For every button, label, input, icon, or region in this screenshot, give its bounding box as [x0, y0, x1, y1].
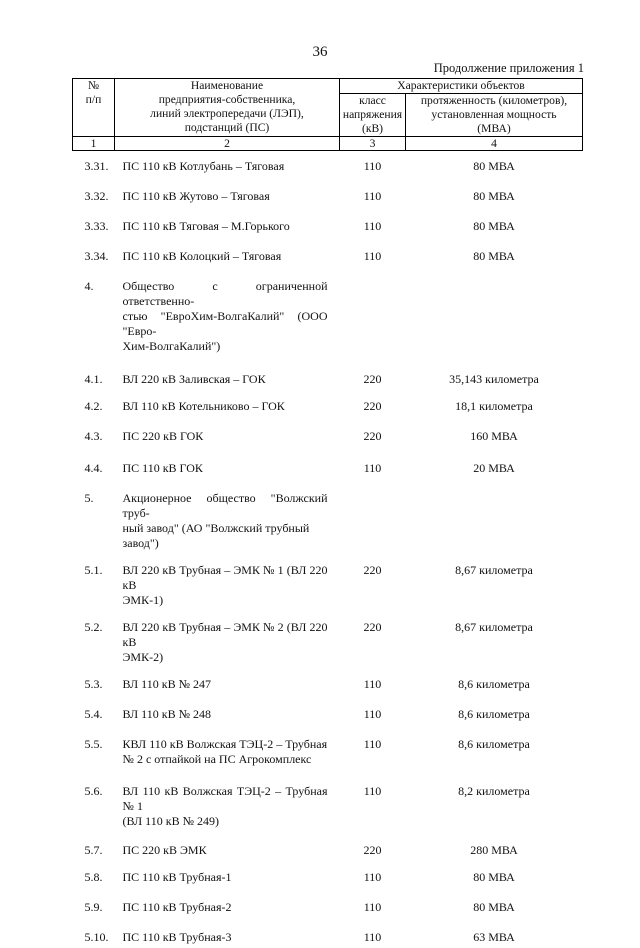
length-or-power — [406, 477, 583, 551]
row-number: 5.5. — [84, 736, 103, 751]
length-or-power: 80 МВА — [473, 218, 515, 233]
voltage-class: 110 — [363, 869, 382, 884]
header-col-voltage: класс напряжения (кВ) — [340, 94, 406, 137]
object-name-line: ПС 110 кВ Тяговая – М.Горького — [122, 218, 290, 233]
object-name-line: стью "ЕвроХим-ВолгаКалий" (ООО "Евро- — [122, 308, 328, 338]
voltage-class — [340, 477, 406, 551]
row-number: 5.6. — [84, 783, 103, 798]
length-or-power: 80 МВА — [473, 159, 515, 173]
row-number: 5. — [84, 490, 94, 505]
object-name-line: ВЛ 110 кВ Котельниково – ГОК — [122, 398, 285, 413]
length-or-power: 20 МВА — [473, 460, 515, 475]
table-row — [73, 417, 583, 447]
object-name-line: ПС 110 кВ ГОК — [122, 460, 203, 475]
voltage-class: 110 — [363, 460, 382, 475]
voltage-class: 220 — [363, 619, 382, 634]
object-name-line: ПС 110 кВ Жутово – Тяговая — [122, 188, 270, 203]
row-number: 4.2. — [84, 398, 103, 413]
voltage-class: 220 — [363, 398, 382, 413]
length-or-power: 80 МВА — [473, 869, 515, 884]
object-name-line: Общество с ограниченной ответственно- — [122, 278, 328, 308]
table-row — [73, 918, 583, 948]
voltage-class: 110 — [363, 188, 382, 203]
object-name-line: ВЛ 220 кВ Заливская – ГОК — [122, 371, 266, 386]
row-number: 3.31. — [84, 159, 109, 173]
table-row — [73, 477, 583, 551]
object-name — [115, 918, 340, 948]
voltage-class: 110 — [363, 676, 382, 691]
object-name-line: Хим-ВолгаКалий") — [122, 338, 221, 353]
object-name — [115, 211, 340, 241]
row-number: 5.1. — [84, 562, 103, 577]
row-number: 4. — [84, 278, 94, 293]
row-number: 4.4. — [84, 460, 103, 475]
column-numbers-row — [73, 137, 583, 151]
object-name — [115, 665, 340, 695]
table-row — [73, 211, 583, 241]
table-row — [73, 387, 583, 417]
table-row — [73, 829, 583, 858]
object-name — [115, 387, 340, 417]
header-col-length-power: протяженность (километров), установленная мощность (МВА) — [406, 94, 583, 137]
object-name-line: завод") — [122, 535, 159, 550]
continuation-note: Продолжение приложения 1 — [433, 61, 584, 75]
object-name-line: ный завод" (АО "Волжский трубный — [122, 520, 310, 535]
row-number: 3.33. — [84, 218, 109, 233]
table-row — [73, 551, 583, 608]
voltage-class: 110 — [363, 783, 382, 798]
length-or-power: 35,143 километра — [449, 371, 539, 386]
object-name — [115, 271, 340, 354]
voltage-class: 220 — [363, 842, 382, 857]
column-number: 4 — [406, 137, 583, 151]
object-name-line: ВЛ 110 кВ № 248 — [122, 706, 212, 721]
voltage-class: 220 — [363, 371, 382, 386]
object-name — [115, 725, 340, 772]
object-name-line: ПС 110 кВ Трубная-1 — [122, 869, 232, 884]
object-name-line: ВЛ 220 кВ Трубная – ЭМК № 2 (ВЛ 220 кВ — [122, 619, 328, 649]
length-or-power: 80 МВА — [473, 248, 515, 263]
voltage-class: 110 — [363, 218, 382, 233]
voltage-class: 220 — [363, 428, 382, 443]
voltage-class: 110 — [363, 736, 382, 751]
object-name — [115, 772, 340, 829]
object-name — [115, 181, 340, 211]
table-row — [73, 725, 583, 772]
object-name-line: ПС 110 кВ Трубная-3 — [122, 929, 232, 944]
table-row — [73, 772, 583, 829]
object-name-line: ВЛ 110 кВ № 247 — [122, 676, 212, 691]
row-number: 5.9. — [84, 899, 103, 914]
object-name-line: ВЛ 220 кВ Трубная – ЭМК № 1 (ВЛ 220 кВ — [122, 562, 328, 592]
length-or-power: 8,6 километра — [458, 736, 530, 751]
column-number: 3 — [340, 137, 406, 151]
length-or-power: 18,1 километра — [455, 398, 533, 413]
table-row — [73, 888, 583, 918]
voltage-class: 110 — [363, 706, 382, 721]
object-name — [115, 151, 340, 181]
table-row — [73, 608, 583, 665]
row-number: 5.4. — [84, 706, 103, 721]
object-name-line: (ВЛ 110 кВ № 249) — [122, 813, 220, 828]
length-or-power: 8,2 километра — [458, 783, 530, 798]
table-row — [73, 151, 583, 181]
row-number: 5.8. — [84, 869, 103, 884]
object-name — [115, 447, 340, 477]
voltage-class: 220 — [363, 562, 382, 577]
length-or-power: 8,6 километра — [458, 706, 530, 721]
object-name — [115, 241, 340, 271]
length-or-power — [406, 271, 583, 354]
voltage-class: 110 — [363, 899, 382, 914]
column-number: 2 — [115, 137, 340, 151]
row-number: 5.10. — [84, 929, 109, 944]
object-name-line: КВЛ 110 кВ Волжская ТЭЦ-2 – Трубная — [122, 736, 328, 751]
object-name-line: ЭМК-1) — [122, 592, 164, 607]
table-body — [73, 151, 583, 948]
length-or-power: 8,67 километра — [455, 619, 533, 634]
object-name — [115, 477, 340, 551]
row-number: 3.32. — [84, 188, 109, 203]
row-number: 5.3. — [84, 676, 103, 691]
object-name-line: ПС 220 кВ ЭМК — [122, 842, 207, 857]
table-row — [73, 181, 583, 211]
object-name — [115, 888, 340, 918]
row-number: 4.1. — [84, 371, 103, 386]
object-name — [115, 829, 340, 858]
object-name — [115, 608, 340, 665]
length-or-power: 8,6 километра — [458, 676, 530, 691]
page-number: 36 — [312, 44, 328, 60]
voltage-class: 110 — [363, 929, 382, 944]
header-group-characteristics: Характеристики объектов — [340, 79, 583, 94]
row-number: 5.7. — [84, 842, 103, 857]
object-name — [115, 354, 340, 387]
objects-table — [72, 78, 583, 948]
voltage-class — [340, 271, 406, 354]
length-or-power: 80 МВА — [473, 188, 515, 203]
object-name-line: ПС 220 кВ ГОК — [122, 428, 204, 443]
row-number: 3.34. — [84, 248, 109, 263]
row-number: 5.2. — [84, 619, 103, 634]
object-name-line: Акционерное общество "Волжский труб- — [122, 490, 328, 520]
object-name-line: ВЛ 110 кВ Волжская ТЭЦ-2 – Трубная № 1 — [122, 783, 328, 813]
table-row — [73, 354, 583, 387]
object-name — [115, 858, 340, 888]
voltage-class: 110 — [363, 248, 382, 263]
object-name — [115, 695, 340, 725]
header-col-name: Наименование предприятия-собственника, линий электропередачи (ЛЭП), подстанций (ПС) — [115, 79, 340, 137]
object-name-line: № 2 с отпайкой на ПС Агрокомплекс — [122, 751, 312, 766]
length-or-power: 160 МВА — [470, 428, 518, 443]
table-row — [73, 695, 583, 725]
length-or-power: 8,67 километра — [455, 562, 533, 577]
object-name — [115, 551, 340, 608]
length-or-power: 280 МВА — [470, 842, 518, 857]
column-number: 1 — [73, 137, 115, 151]
object-name-line: ЭМК-2) — [122, 649, 164, 664]
table-row — [73, 858, 583, 888]
object-name-line: ПС 110 кВ Колоцкий – Тяговая — [122, 248, 282, 263]
voltage-class: 110 — [363, 159, 382, 173]
table-row — [73, 271, 583, 354]
object-name — [115, 417, 340, 447]
length-or-power: 63 МВА — [473, 929, 515, 944]
table-row — [73, 447, 583, 477]
object-name-line: ПС 110 кВ Котлубань – Тяговая — [122, 159, 285, 173]
header-col-number: № п/п — [73, 79, 115, 137]
length-or-power: 80 МВА — [473, 899, 515, 914]
row-number: 4.3. — [84, 428, 103, 443]
object-name-line: ПС 110 кВ Трубная-2 — [122, 899, 232, 914]
table-row — [73, 241, 583, 271]
table-row — [73, 665, 583, 695]
